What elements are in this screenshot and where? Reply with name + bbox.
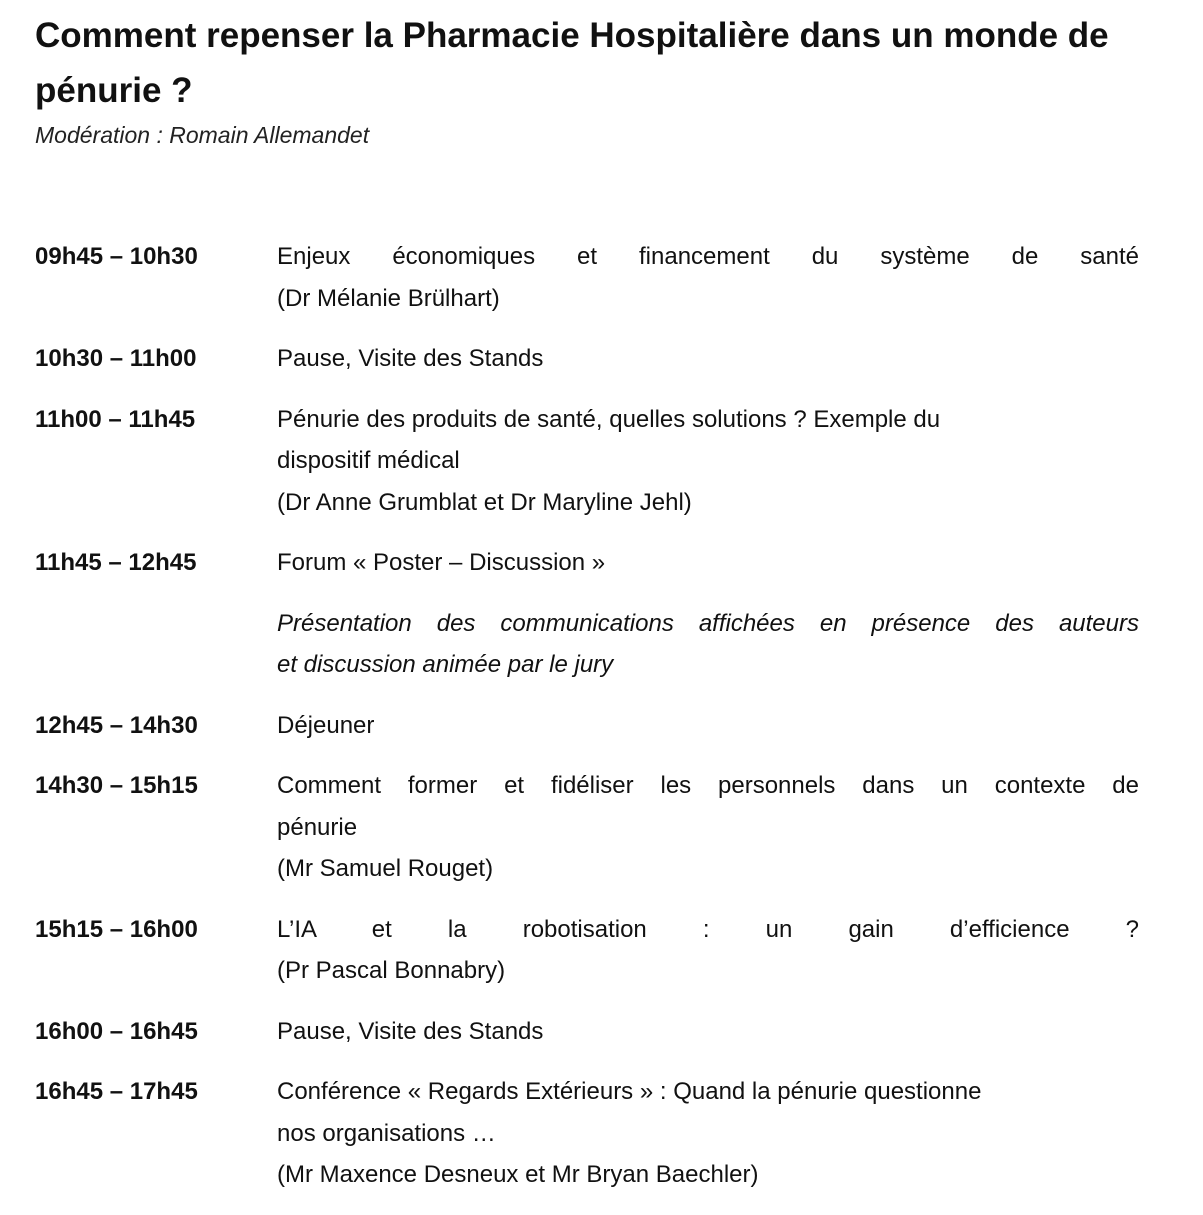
session-speaker: (Pr Pascal Bonnabry) <box>277 957 506 984</box>
schedule-item <box>35 236 1139 319</box>
session-content <box>277 236 1139 319</box>
time-slot: 11h45 – 12h45 <box>35 549 197 576</box>
session-content <box>277 1011 1139 1053</box>
session-speaker: (Dr Anne Grumblat et Dr Maryline Jehl) <box>277 488 692 516</box>
schedule-item <box>35 1011 1139 1053</box>
session-content <box>277 705 1139 747</box>
session-title: Pénurie des produits de santé, quelles solutions ? Exemple du <box>277 405 941 433</box>
time-slot: 16h00 – 16h45 <box>35 1017 198 1045</box>
session-content <box>277 1071 1139 1196</box>
moderation-line: Modération : Romain Allemandet <box>35 122 370 148</box>
schedule-item <box>35 338 1139 380</box>
schedule-item <box>35 1071 1139 1196</box>
session-speaker: (Dr Mélanie Brülhart) <box>277 284 500 312</box>
schedule-item <box>35 542 1139 686</box>
session-content <box>277 765 1139 890</box>
session-title: Conférence « Regards Extérieurs » : Quand la pénurie questionne <box>277 1078 982 1105</box>
schedule-item <box>35 765 1139 890</box>
schedule-item <box>35 399 1139 524</box>
session-title: Pause, Visite des Stands <box>277 345 544 372</box>
program-page <box>35 8 1139 1215</box>
time-slot: 12h45 – 14h30 <box>35 711 198 739</box>
page-title: Comment repenser la Pharmacie Hospitalière dans un monde de pénurie ? <box>35 16 1109 110</box>
schedule-list <box>35 236 1139 1196</box>
session-title-continued: pénurie <box>277 813 358 841</box>
session-title-continued: nos organisations … <box>277 1119 496 1147</box>
session-content <box>277 542 1139 686</box>
session-content <box>277 399 1139 524</box>
session-title: Enjeux économiques et financement du système de santé <box>277 243 1139 270</box>
time-slot: 14h30 – 15h15 <box>35 772 198 799</box>
session-content <box>277 909 1139 992</box>
session-title-continued: dispositif médical <box>277 447 460 474</box>
session-speaker: (Mr Samuel Rouget) <box>277 855 494 882</box>
schedule-item <box>35 705 1139 747</box>
session-note <box>277 603 1139 686</box>
session-title: L’IA et la robotisation : un gain d’efficience ? <box>277 915 1139 943</box>
time-slot: 11h00 – 11h45 <box>35 405 196 433</box>
session-content <box>277 338 1139 380</box>
session-title: Pause, Visite des Stands <box>277 1017 544 1045</box>
time-slot: 15h15 – 16h00 <box>35 915 198 943</box>
time-slot: 09h45 – 10h30 <box>35 243 198 270</box>
session-note-line: et discussion animée par le jury <box>277 651 614 678</box>
time-slot: 10h30 – 11h00 <box>35 345 197 372</box>
session-title: Forum « Poster – Discussion » <box>277 549 606 576</box>
session-title: Déjeuner <box>277 711 375 739</box>
time-slot: 16h45 – 17h45 <box>35 1078 198 1105</box>
session-note-line: Présentation des communications affichées en présence des auteurs <box>277 609 1139 637</box>
session-speaker: (Mr Maxence Desneux et Mr Bryan Baechler) <box>277 1161 759 1188</box>
session-title: Comment former et fidéliser les personnels dans un contexte de <box>277 772 1139 799</box>
schedule-item <box>35 909 1139 992</box>
